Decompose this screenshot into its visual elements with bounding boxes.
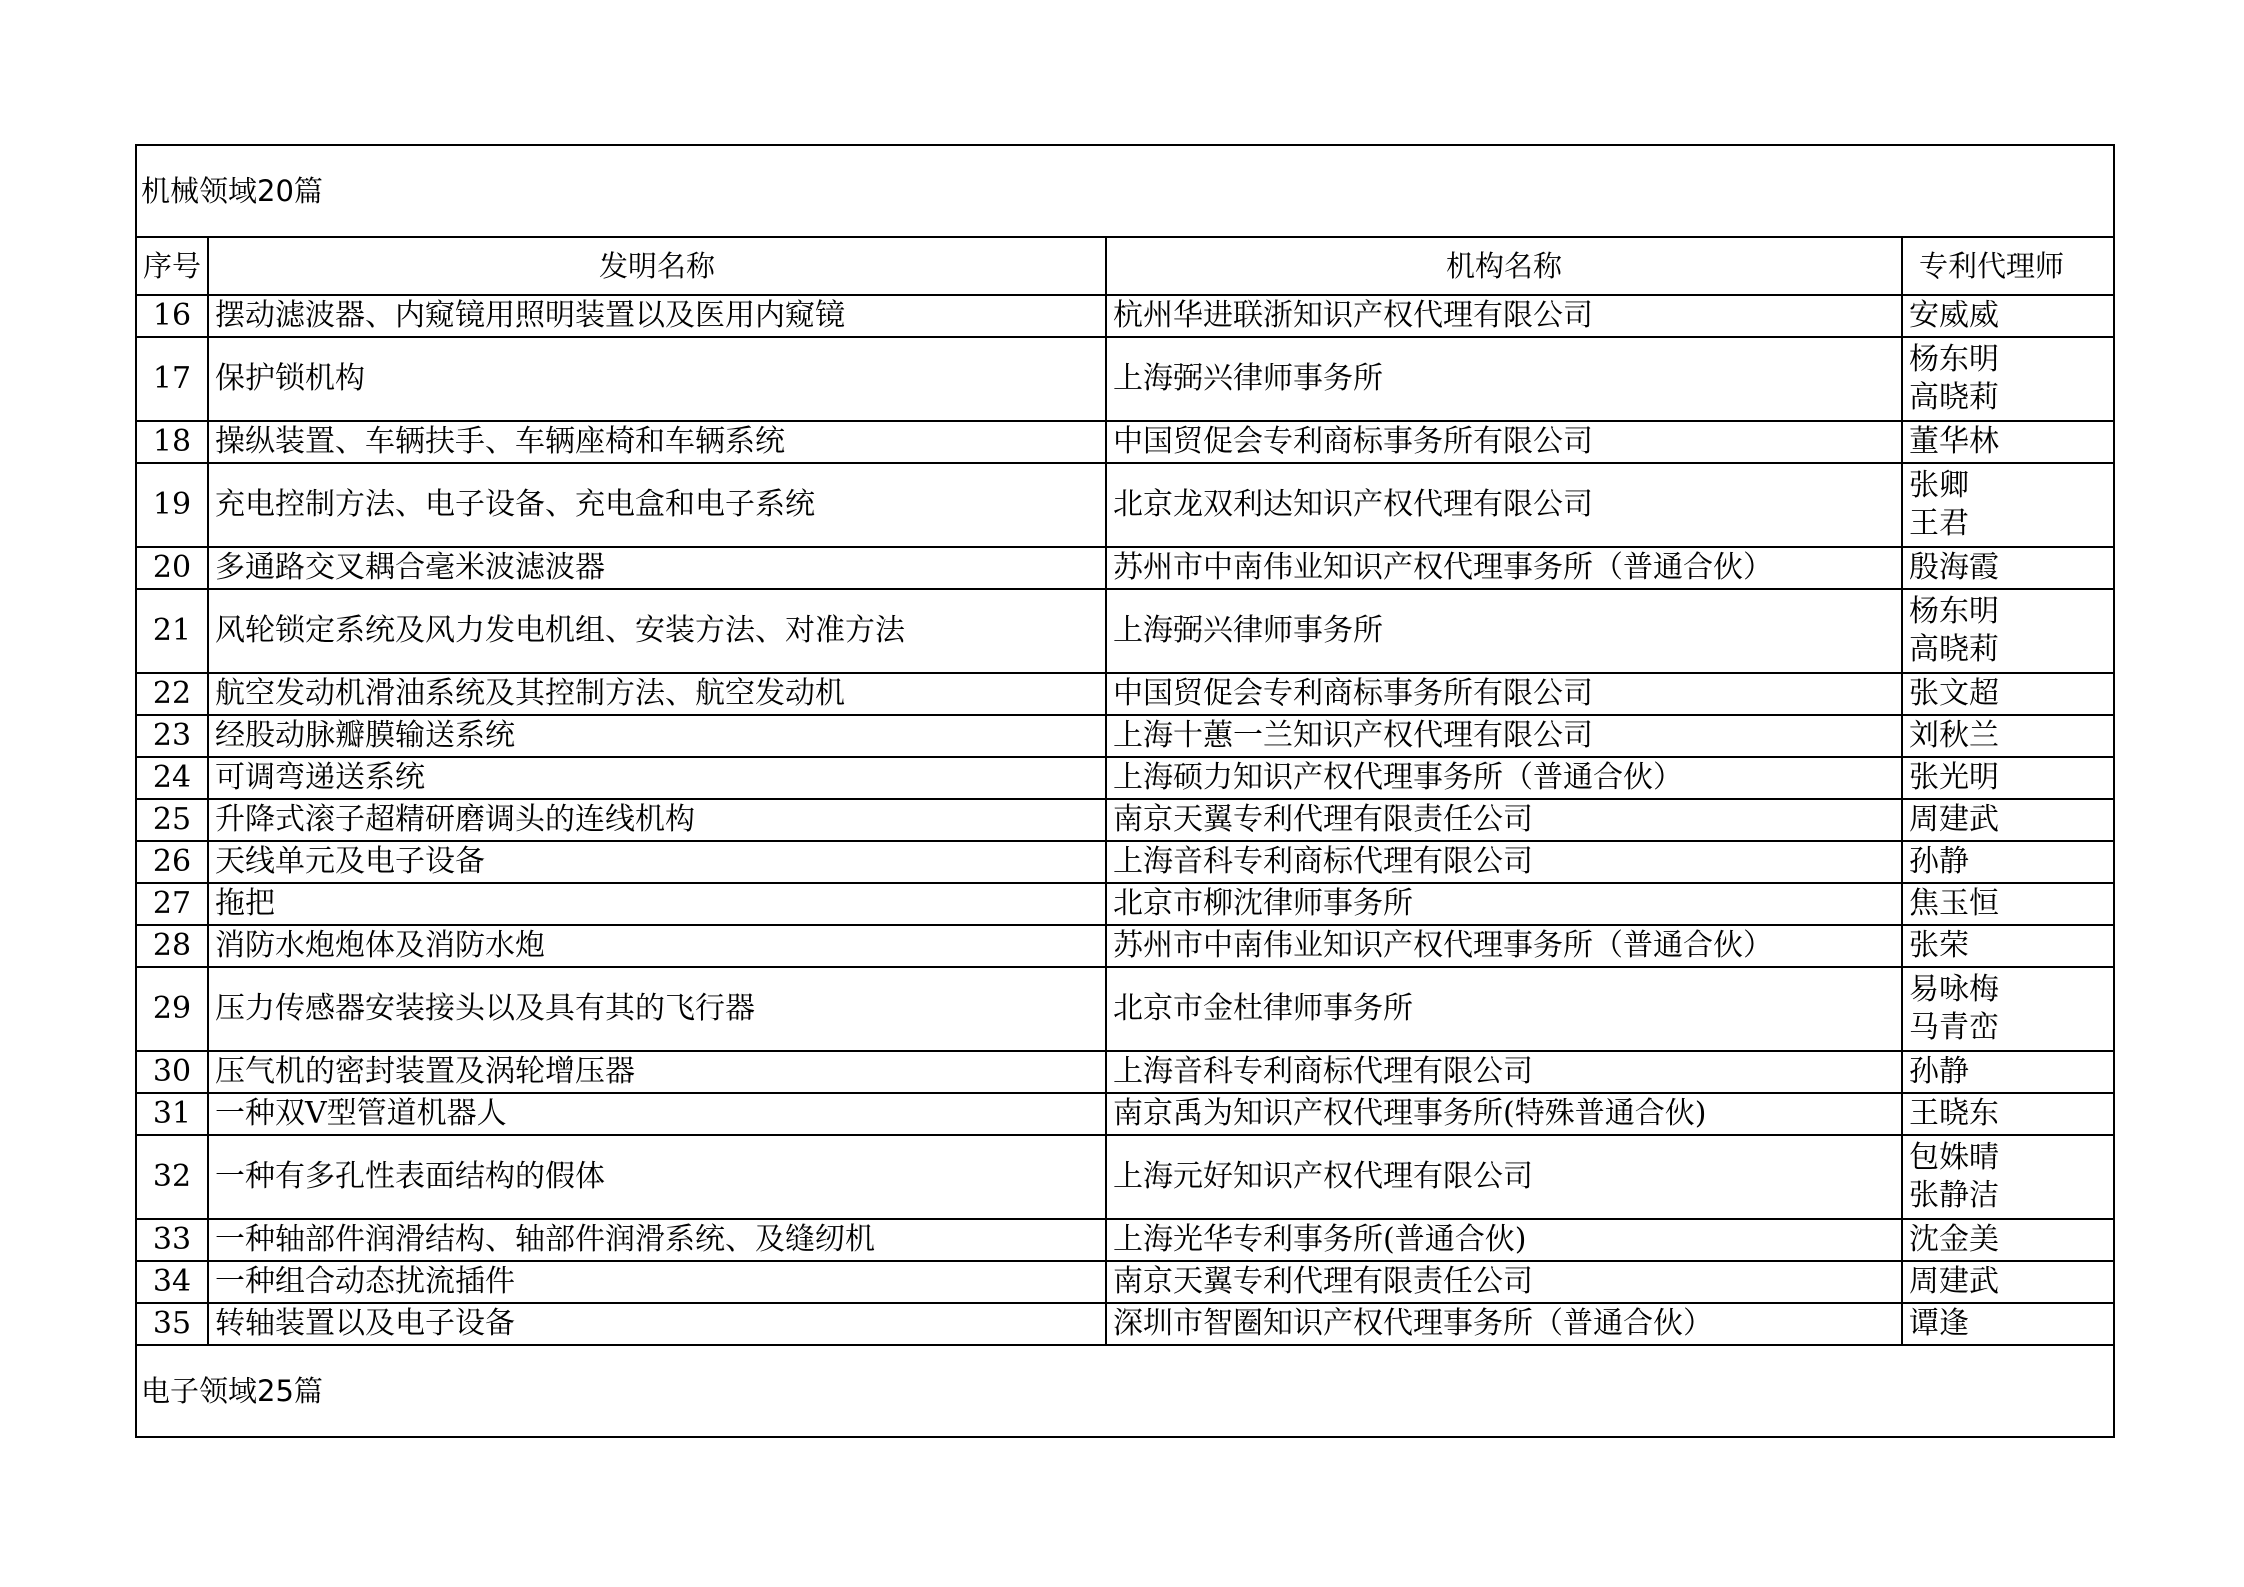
patent-agent-name: 杨东明	[1909, 342, 1999, 377]
patent-agent-name: 王晓东	[1909, 1096, 1999, 1131]
invention-name: 摆动滤波器、内窥镜用照明装置以及医用内窥镜	[208, 295, 1106, 337]
agency-name: 南京禹为知识产权代理事务所(特殊普通合伙)	[1106, 1093, 1902, 1135]
patent-table	[135, 144, 2115, 1438]
patent-agent-cell	[1902, 589, 2114, 673]
column-header-agency: 机构名称	[1106, 237, 1902, 295]
agency-name: 上海弼兴律师事务所	[1106, 589, 1902, 673]
agency-name: 深圳市智圈知识产权代理事务所（普通合伙）	[1106, 1303, 1902, 1345]
row-number: 20	[136, 547, 208, 589]
patent-agent-cell	[1902, 967, 2114, 1051]
invention-name: 经股动脉瓣膜输送系统	[208, 715, 1106, 757]
table-row	[136, 589, 2114, 673]
invention-name: 拖把	[208, 883, 1106, 925]
row-number: 33	[136, 1219, 208, 1261]
patent-agent-name: 张文超	[1909, 676, 1999, 711]
patent-agent-cell	[1902, 1051, 2114, 1093]
row-number: 18	[136, 421, 208, 463]
patent-agent-name: 易咏梅	[1909, 972, 1999, 1007]
row-number: 23	[136, 715, 208, 757]
row-number: 24	[136, 757, 208, 799]
section-title-electronic: 电子领域25篇	[136, 1345, 2114, 1437]
patent-agent-name: 沈金美	[1909, 1222, 1999, 1257]
row-number: 30	[136, 1051, 208, 1093]
agency-name: 中国贸促会专利商标事务所有限公司	[1106, 673, 1902, 715]
patent-agent-name: 马青峦	[1909, 1010, 1999, 1045]
table-row	[136, 463, 2114, 547]
patent-agent-name: 周建武	[1909, 802, 1999, 837]
patent-agent-cell	[1902, 1219, 2114, 1261]
table-row	[136, 1135, 2114, 1219]
table-row	[136, 547, 2114, 589]
agency-name: 上海元好知识产权代理有限公司	[1106, 1135, 1902, 1219]
agency-name: 上海硕力知识产权代理事务所（普通合伙）	[1106, 757, 1902, 799]
row-number: 28	[136, 925, 208, 967]
row-number: 31	[136, 1093, 208, 1135]
table-row	[136, 1261, 2114, 1303]
row-number: 35	[136, 1303, 208, 1345]
invention-name: 天线单元及电子设备	[208, 841, 1106, 883]
patent-agent-name: 周建武	[1909, 1264, 1999, 1299]
table-row	[136, 673, 2114, 715]
patent-agent-name: 安威威	[1909, 298, 1999, 333]
invention-name: 消防水炮炮体及消防水炮	[208, 925, 1106, 967]
table-row	[136, 925, 2114, 967]
patent-agent-name: 杨东明	[1909, 594, 1999, 629]
patent-agent-cell	[1902, 757, 2114, 799]
column-header-agent: 专利代理师	[1902, 237, 2114, 295]
patent-agent-name: 高晓莉	[1909, 632, 1999, 667]
invention-name: 转轴装置以及电子设备	[208, 1303, 1106, 1345]
agency-name: 北京龙双利达知识产权代理有限公司	[1106, 463, 1902, 547]
invention-name: 充电控制方法、电子设备、充电盒和电子系统	[208, 463, 1106, 547]
row-number: 25	[136, 799, 208, 841]
patent-agent-cell	[1902, 463, 2114, 547]
invention-name: 压力传感器安装接头以及具有其的飞行器	[208, 967, 1106, 1051]
patent-agent-cell	[1902, 1303, 2114, 1345]
invention-name: 可调弯递送系统	[208, 757, 1106, 799]
patent-agent-cell	[1902, 841, 2114, 883]
patent-agent-cell	[1902, 799, 2114, 841]
row-number: 32	[136, 1135, 208, 1219]
table-row	[136, 1219, 2114, 1261]
patent-table-body	[136, 145, 2114, 1437]
agency-name: 苏州市中南伟业知识产权代理事务所（普通合伙）	[1106, 925, 1902, 967]
table-row	[136, 421, 2114, 463]
section-footer-row	[136, 1345, 2114, 1437]
agency-name: 上海音科专利商标代理有限公司	[1106, 1051, 1902, 1093]
patent-agent-name: 殷海霞	[1909, 550, 1999, 585]
table-row	[136, 967, 2114, 1051]
patent-agent-name: 孙静	[1909, 844, 1969, 879]
row-number: 26	[136, 841, 208, 883]
invention-name: 多通路交叉耦合毫米波滤波器	[208, 547, 1106, 589]
agency-name: 杭州华进联浙知识产权代理有限公司	[1106, 295, 1902, 337]
table-row	[136, 295, 2114, 337]
agency-name: 苏州市中南伟业知识产权代理事务所（普通合伙）	[1106, 547, 1902, 589]
patent-agent-name: 张卿	[1909, 468, 1969, 503]
patent-agent-name: 孙静	[1909, 1054, 1969, 1089]
invention-name: 风轮锁定系统及风力发电机组、安装方法、对准方法	[208, 589, 1106, 673]
table-row	[136, 1093, 2114, 1135]
invention-name: 操纵装置、车辆扶手、车辆座椅和车辆系统	[208, 421, 1106, 463]
invention-name: 保护锁机构	[208, 337, 1106, 421]
invention-name: 升降式滚子超精研磨调头的连线机构	[208, 799, 1106, 841]
row-number: 29	[136, 967, 208, 1051]
row-number: 16	[136, 295, 208, 337]
table-row	[136, 715, 2114, 757]
table-row	[136, 841, 2114, 883]
invention-name: 一种双V型管道机器人	[208, 1093, 1106, 1135]
column-header-row	[136, 237, 2114, 295]
patent-agent-cell	[1902, 547, 2114, 589]
row-number: 27	[136, 883, 208, 925]
table-row	[136, 1303, 2114, 1345]
row-number: 19	[136, 463, 208, 547]
agency-name: 中国贸促会专利商标事务所有限公司	[1106, 421, 1902, 463]
patent-agent-cell	[1902, 1261, 2114, 1303]
patent-agent-cell	[1902, 1135, 2114, 1219]
patent-agent-name: 包姝晴	[1909, 1140, 1999, 1175]
patent-agent-name: 王君	[1909, 506, 1969, 541]
agency-name: 上海音科专利商标代理有限公司	[1106, 841, 1902, 883]
row-number: 22	[136, 673, 208, 715]
row-number: 21	[136, 589, 208, 673]
invention-name: 一种组合动态扰流插件	[208, 1261, 1106, 1303]
invention-name: 压气机的密封装置及涡轮增压器	[208, 1051, 1106, 1093]
invention-name: 一种轴部件润滑结构、轴部件润滑系统、及缝纫机	[208, 1219, 1106, 1261]
patent-agent-name: 张光明	[1909, 760, 1999, 795]
agency-name: 北京市柳沈律师事务所	[1106, 883, 1902, 925]
patent-agent-name: 张静洁	[1909, 1178, 1999, 1213]
patent-agent-cell	[1902, 1093, 2114, 1135]
table-row	[136, 337, 2114, 421]
patent-agent-cell	[1902, 337, 2114, 421]
invention-name: 一种有多孔性表面结构的假体	[208, 1135, 1106, 1219]
patent-agent-cell	[1902, 883, 2114, 925]
invention-name: 航空发动机滑油系统及其控制方法、航空发动机	[208, 673, 1106, 715]
column-header-no: 序号	[136, 237, 208, 295]
column-header-invention: 发明名称	[208, 237, 1106, 295]
patent-agent-cell	[1902, 295, 2114, 337]
row-number: 34	[136, 1261, 208, 1303]
patent-agent-name: 高晓莉	[1909, 380, 1999, 415]
agency-name: 上海弼兴律师事务所	[1106, 337, 1902, 421]
table-row	[136, 1051, 2114, 1093]
table-row	[136, 757, 2114, 799]
patent-agent-name: 董华林	[1909, 424, 1999, 459]
patent-agent-cell	[1902, 925, 2114, 967]
section-header-row	[136, 145, 2114, 237]
patent-agent-name: 谭逢	[1909, 1306, 1969, 1341]
table-row	[136, 799, 2114, 841]
table-row	[136, 883, 2114, 925]
agency-name: 南京天翼专利代理有限责任公司	[1106, 1261, 1902, 1303]
agency-name: 上海光华专利事务所(普通合伙)	[1106, 1219, 1902, 1261]
patent-agent-cell	[1902, 715, 2114, 757]
patent-agent-name: 刘秋兰	[1909, 718, 1999, 753]
agency-name: 北京市金杜律师事务所	[1106, 967, 1902, 1051]
section-title-mechanical: 机械领域20篇	[136, 145, 2114, 237]
patent-agent-name: 张荣	[1909, 928, 1969, 963]
row-number: 17	[136, 337, 208, 421]
patent-agent-cell	[1902, 421, 2114, 463]
agency-name: 上海十蕙一兰知识产权代理有限公司	[1106, 715, 1902, 757]
agency-name: 南京天翼专利代理有限责任公司	[1106, 799, 1902, 841]
patent-agent-cell	[1902, 673, 2114, 715]
patent-agent-name: 焦玉恒	[1909, 886, 1999, 921]
